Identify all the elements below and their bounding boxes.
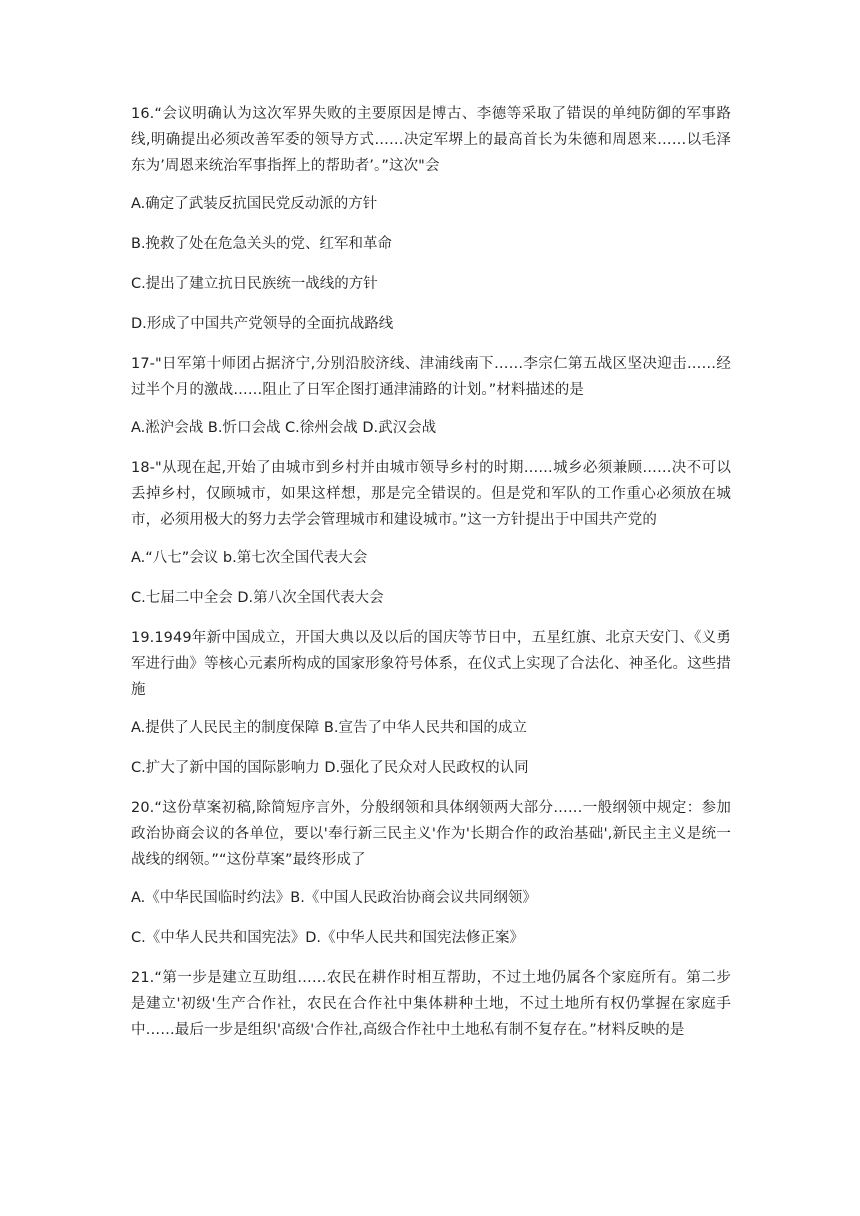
question-20 <box>131 795 731 951</box>
question-19 <box>131 625 731 781</box>
question-stem: 16.“会议明确认为这次军界失败的主要原因是博古、李德等采取了错误的单纯防御的军事路线,明确提出必须改善军委的领导方式……决定军堺上的最高首长为朱德和周恩来……以毛泽东为’周恩来统治军事指挥上的帮助者’。”这次"会 <box>131 106 731 174</box>
question-stem: 20.“这份草案初稿,除简短序言外，分般纲领和具体纲领两大部分……一般纲领中规定：参加政治协商会议的各单位，要以'奉行新三民主义'作为'长期合作的政治基础',新民主主义是统一战线的纲领。”“这份草案”最终形成了 <box>131 800 731 868</box>
question-stem: 19.1949年新中国成立，开国大典以及以后的国庆等节日中，五星红旗、北京天安门、《义勇军进行曲》等核心元素所构成的国家形象符号体系，在仪式上实现了合法化、神圣化。这些措施 <box>131 630 731 698</box>
answer-option: C.扩大了新中国的国际影响力 D.强化了民众对人民政权的认同 <box>131 760 529 776</box>
answer-option: A.《中华民国临时约法》B.《中国人民政治协商会议共同纲领》 <box>131 890 537 906</box>
answer-option: C.《中华人民共和国宪法》D.《中华人民共和国宪法修正案》 <box>131 930 525 946</box>
question-stem: 17-"日军第十师团占据济宁,分别沿胶济线、津浦线南下……李宗仁第五战区坚决迎击……经过半个月的激战……阻止了日军企图打通津浦路的计划。”材料描述的是 <box>131 356 731 398</box>
answer-option: B.挽救了处在危急关头的党、红军和革命 <box>131 236 393 252</box>
answer-option: A.确定了武装反抗国民党反动派的方针 <box>131 196 378 212</box>
answer-option: A.提供了人民民主的制度保障 B.宣告了中华人民共和国的成立 <box>131 720 527 736</box>
answer-option: A.“八七”会议 b.第七次全国代表大会 <box>131 550 368 566</box>
answer-option: C.提出了建立抗日民族统一战线的方针 <box>131 276 378 292</box>
question-16 <box>131 101 731 337</box>
answer-option: C.七届二中全会 D.第八次全国代表大会 <box>131 590 384 606</box>
answer-option: D.形成了中国共产党领导的全面抗战路线 <box>131 316 394 332</box>
question-18 <box>131 455 731 611</box>
question-17 <box>131 351 731 441</box>
question-21 <box>131 965 731 1043</box>
question-stem: 21.“第一步是建立互助组……农民在耕作时相互帮助，不过土地仍属各个家庭所有。第二步是建立'初级'生产合作社，农民在合作社中集体耕种土地，不过土地所有权仍掌握在家庭手中……最后一步是组织'高级'合作社,高级合作社中土地私有制不复存在。”材料反映的是 <box>131 970 731 1038</box>
exam-page <box>131 101 731 1055</box>
question-stem: 18-"从现在起,开始了由城市到乡村并由城市领导乡村的时期……城乡必须兼顾……决不可以丢掉乡村，仅顾城市，如果这样想，那是完全错误的。但是党和军队的工作重心必须放在城市，必须用极大的努力去学会管理城市和建设城市。”这一方针提出于中国共产党的 <box>131 460 731 528</box>
answer-option: A.淞沪会战 B.忻口会战 C.徐州会战 D.武汉会战 <box>131 420 437 436</box>
